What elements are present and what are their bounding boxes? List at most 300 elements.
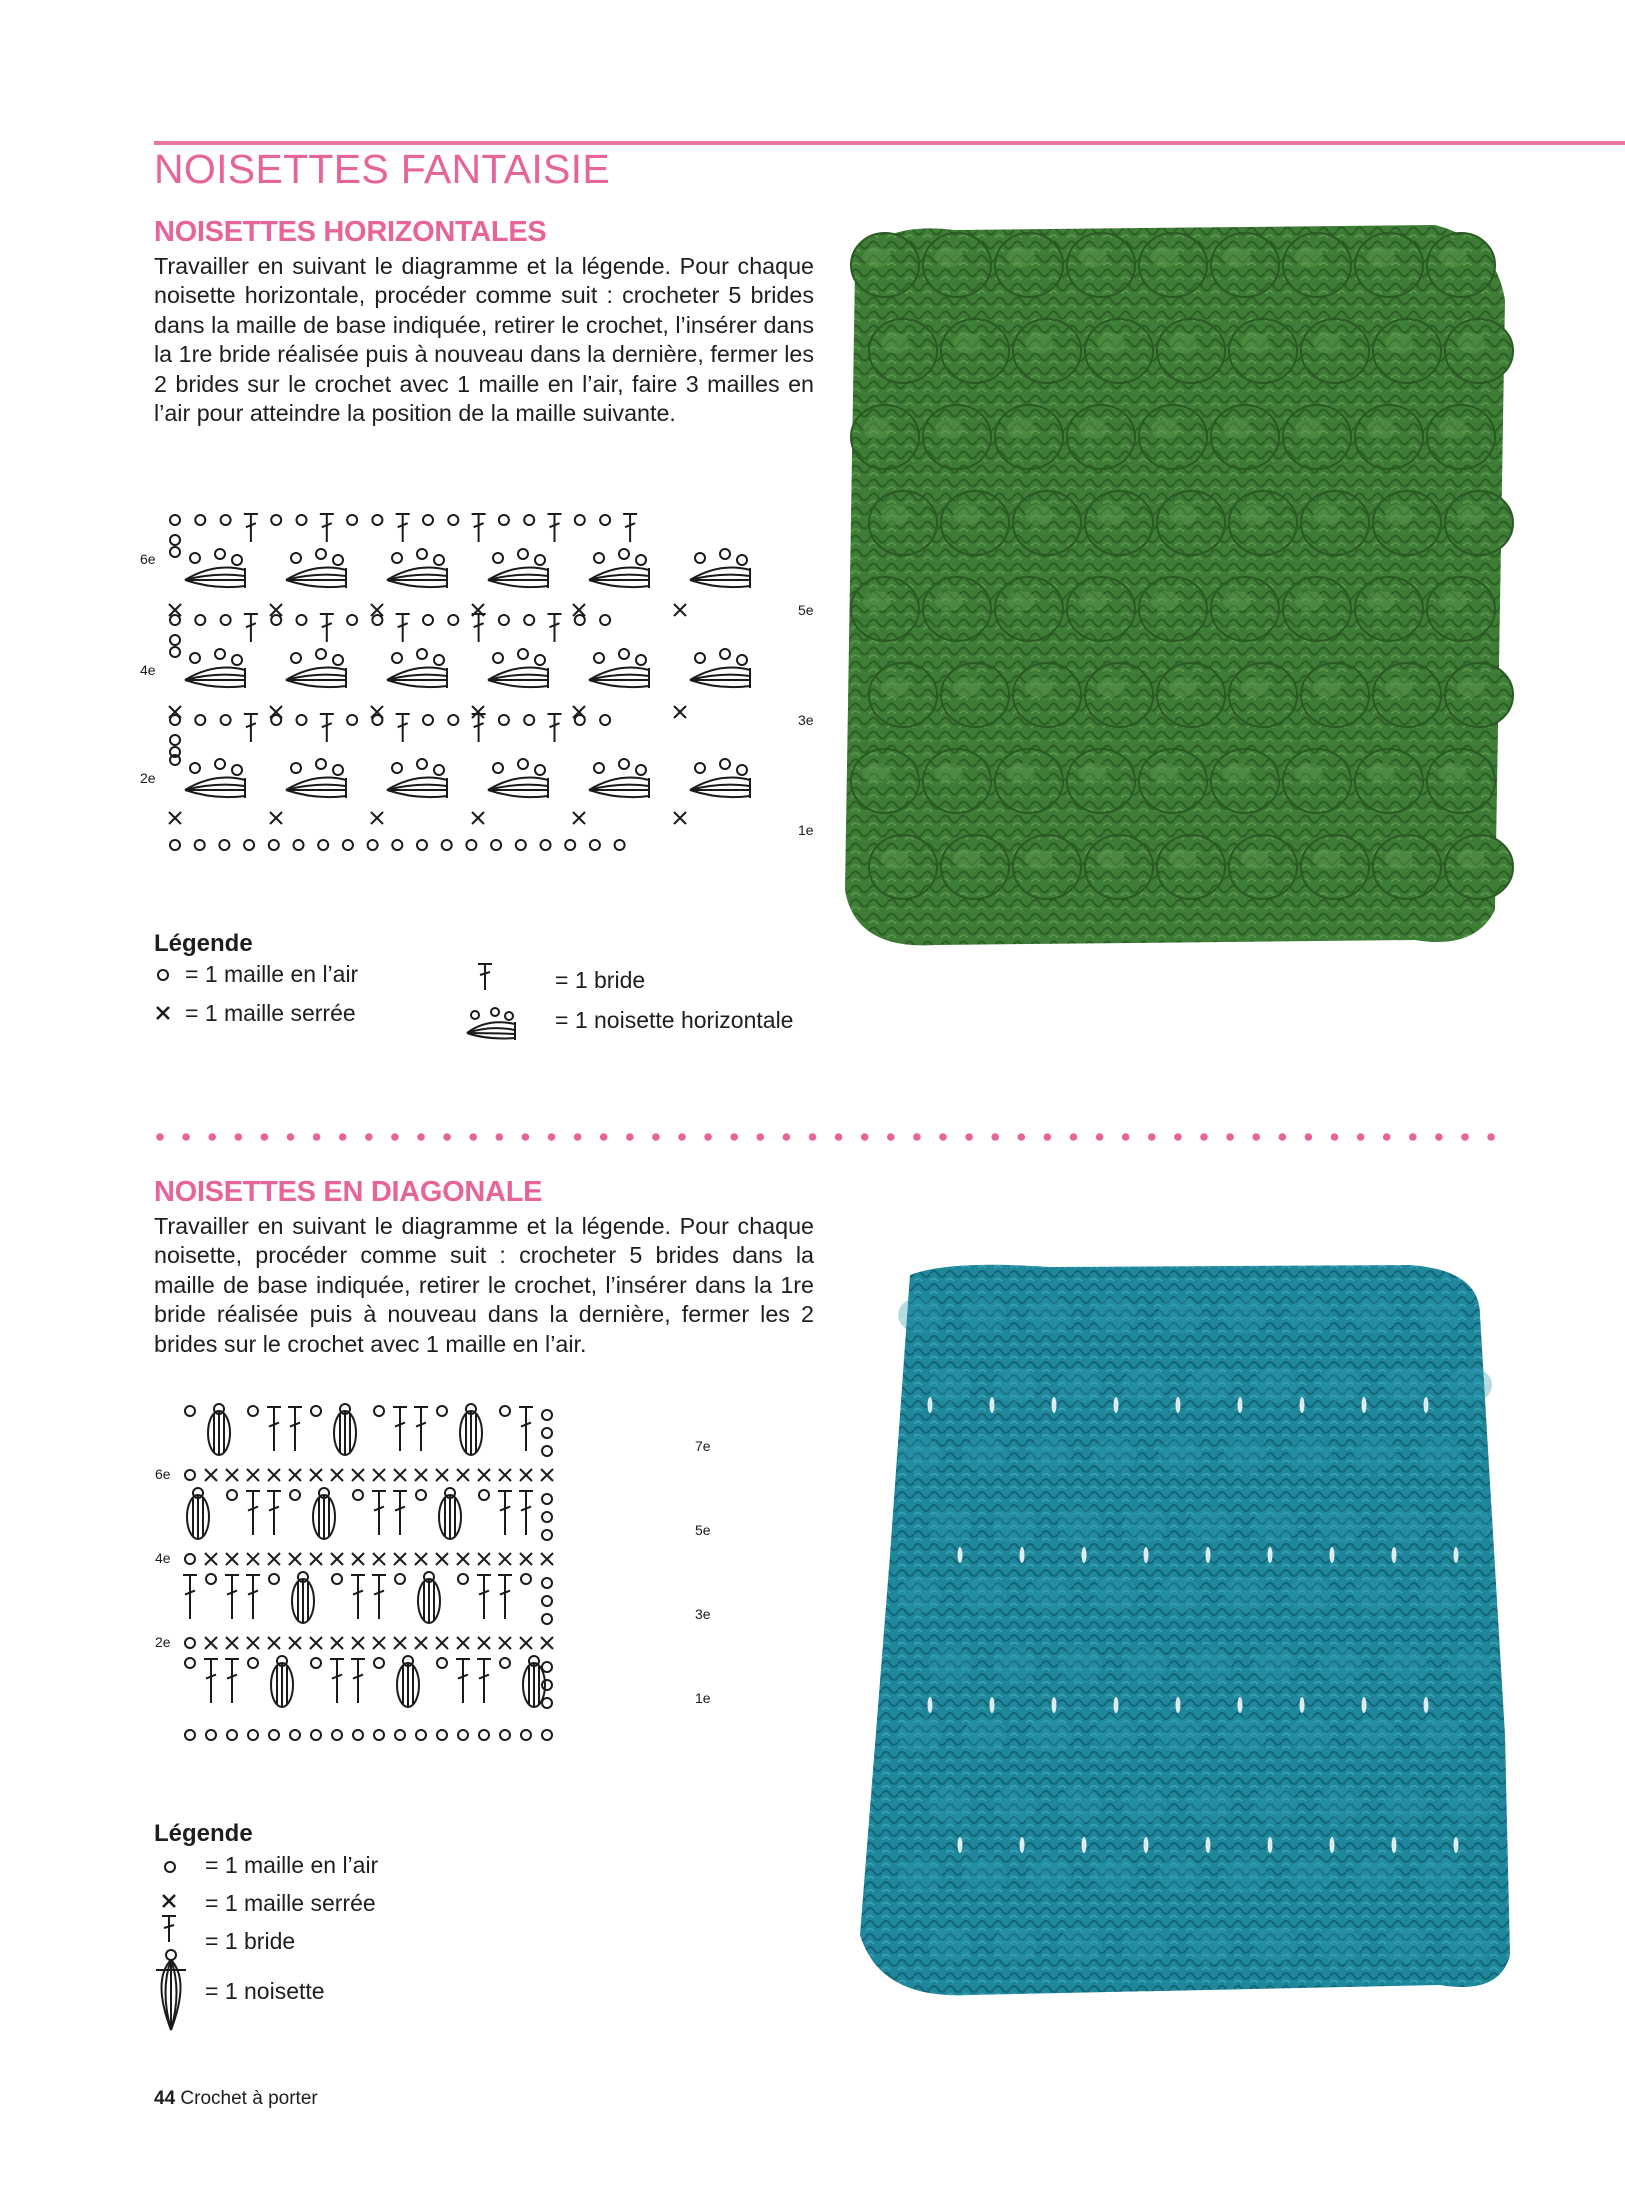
- bobble-highlight: [1169, 849, 1197, 869]
- bobble-icon: [156, 1950, 186, 2030]
- bobble-texture: [928, 1787, 972, 1823]
- chain-symbol: [541, 840, 551, 850]
- single-crochet-symbol: [226, 1469, 238, 1481]
- stitch-gap: [1392, 1837, 1397, 1853]
- bobble-highlight: [1151, 591, 1179, 611]
- chain-symbol: [332, 1730, 342, 1740]
- single-crochet-symbol: [541, 1469, 553, 1481]
- chain-symbol: [206, 1574, 216, 1584]
- single-crochet-symbol: [478, 1469, 490, 1481]
- double-crochet-symbol: [472, 614, 486, 642]
- chain-symbol: [499, 515, 509, 525]
- stitch-gap: [1330, 1837, 1335, 1853]
- chain-symbol: [372, 515, 382, 525]
- bobble-texture: [1383, 1367, 1427, 1403]
- chain-symbol: [423, 715, 433, 725]
- chain-symbol: [524, 715, 534, 725]
- chain-symbol: [170, 840, 180, 850]
- chain-symbol: [372, 615, 382, 625]
- chain-symbol: [219, 840, 229, 850]
- bobble-highlight: [1151, 419, 1179, 439]
- single-crochet-symbol: [415, 1553, 427, 1565]
- bobble-texture: [1223, 1577, 1267, 1613]
- bobble-texture: [1123, 1367, 1167, 1403]
- bobble-highlight: [1079, 591, 1107, 611]
- single-crochet-symbol: [472, 812, 484, 824]
- bobble-texture: [898, 1437, 942, 1473]
- bobble-highlight: [863, 419, 891, 439]
- chain-symbol: [600, 515, 610, 525]
- bobble-texture: [1383, 1787, 1427, 1823]
- single-crochet-symbol: [371, 706, 383, 718]
- divider-dot: [235, 1133, 243, 1141]
- stitch-gap: [1424, 1397, 1429, 1413]
- horizontal-bobble-symbol: [185, 759, 245, 798]
- bobble-texture: [1418, 1857, 1462, 1893]
- bobble-texture: [1448, 1787, 1492, 1823]
- bobble-texture: [1188, 1367, 1232, 1403]
- divider-dot: [809, 1133, 817, 1141]
- chain-symbol: [395, 1730, 405, 1740]
- bobble-symbol: [523, 1656, 545, 1707]
- horizontal-bobble-symbol: [488, 759, 548, 798]
- chain-symbol: [575, 515, 585, 525]
- row-label: 3e: [798, 712, 814, 728]
- bobble-texture: [1058, 1927, 1102, 1963]
- single-crochet-symbol: [436, 1469, 448, 1481]
- row-label: 2e: [140, 770, 156, 786]
- chain-symbol: [442, 840, 452, 850]
- horizontal-bobble-symbol: [185, 549, 245, 588]
- single-crochet-symbol: [247, 1637, 259, 1649]
- bobble-texture: [1318, 1507, 1362, 1543]
- double-crochet-symbol: [246, 1491, 260, 1535]
- instructions-diagonal: [154, 1212, 814, 1359]
- single-crochet-symbol: [674, 706, 686, 718]
- divider-dot: [522, 1133, 530, 1141]
- row-label: 6e: [155, 1466, 171, 1482]
- chain-symbol: [195, 615, 205, 625]
- bobble-highlight: [1295, 591, 1323, 611]
- chain-symbol: [417, 840, 427, 850]
- divider-dot: [1070, 1133, 1078, 1141]
- horizontal-bobble-symbol: [286, 759, 346, 798]
- stitch-gap: [1300, 1397, 1305, 1413]
- double-crochet-symbol: [246, 1575, 260, 1619]
- divider-dot: [730, 1133, 738, 1141]
- chain-symbol: [575, 615, 585, 625]
- chain-symbol: [248, 1730, 258, 1740]
- single-crochet-symbol: [289, 1637, 301, 1649]
- chain-symbol: [170, 547, 180, 557]
- bobble-highlight: [1169, 333, 1197, 353]
- bobble-highlight: [953, 677, 981, 697]
- chain-symbol: [448, 515, 458, 525]
- double-crochet-symbol: [225, 1659, 239, 1703]
- chain-symbol: [516, 840, 526, 850]
- stitch-gap: [1082, 1837, 1087, 1853]
- chain-symbol: [479, 1490, 489, 1500]
- bobble-texture: [963, 1437, 1007, 1473]
- page-number: 44: [154, 2088, 176, 2109]
- single-crochet-symbol: [394, 1553, 406, 1565]
- chain-symbol: [542, 1530, 552, 1540]
- instructions-horizontal: [154, 252, 814, 428]
- divider-dot: [965, 1133, 973, 1141]
- chain-symbol: [347, 615, 357, 625]
- divider-dot: [1252, 1133, 1260, 1141]
- single-crochet-symbol: [270, 812, 282, 824]
- double-crochet-symbol: [288, 1407, 302, 1451]
- bobble-symbol: [271, 1656, 293, 1707]
- divider-dot: [339, 1133, 347, 1141]
- double-crochet-symbol: [396, 614, 410, 642]
- chain-symbol: [448, 615, 458, 625]
- bobble-highlight: [953, 333, 981, 353]
- horizontal-bobble-symbol: [185, 649, 245, 688]
- chain-symbol: [542, 1680, 552, 1690]
- divider-dot: [443, 1133, 451, 1141]
- divider-dot: [182, 1133, 190, 1141]
- chain-symbol: [290, 1730, 300, 1740]
- bobble-highlight: [1097, 333, 1125, 353]
- stitch-gap: [1052, 1697, 1057, 1713]
- stitch-gap: [990, 1397, 995, 1413]
- stitch-gap: [1206, 1547, 1211, 1563]
- chain-symbol: [542, 1662, 552, 1672]
- bobble-texture: [993, 1787, 1037, 1823]
- bobble-texture: [1318, 1367, 1362, 1403]
- bobble-highlight: [1223, 591, 1251, 611]
- divider-dot: [1279, 1133, 1287, 1141]
- legend-symbols-left: [150, 962, 180, 1032]
- chart-horizontal: [130, 500, 820, 870]
- bobble-highlight: [881, 333, 909, 353]
- bobble-texture: [1253, 1927, 1297, 1963]
- bobble-highlight: [1439, 419, 1467, 439]
- chain-symbol: [195, 840, 205, 850]
- bobble-texture: [963, 1577, 1007, 1613]
- single-crochet-symbol: [331, 1553, 343, 1565]
- divider-dot: [783, 1133, 791, 1141]
- chain-symbol: [343, 840, 353, 850]
- divider-dot: [991, 1133, 999, 1141]
- bobble-highlight: [863, 591, 891, 611]
- chain-symbol: [500, 1406, 510, 1416]
- chain-symbol: [600, 715, 610, 725]
- double-crochet-symbol: [244, 514, 258, 542]
- row-label: 1e: [798, 822, 814, 838]
- divider-dot: [1305, 1133, 1313, 1141]
- row-label: 4e: [140, 662, 156, 678]
- double-crochet-symbol: [267, 1491, 281, 1535]
- bobble-highlight: [1223, 763, 1251, 783]
- chain-symbol: [269, 1730, 279, 1740]
- chain-symbol: [615, 840, 625, 850]
- chain-symbol: [170, 647, 180, 657]
- stitch-gap: [1238, 1397, 1243, 1413]
- section-title-horizontal: NOISETTES HORIZONTALES: [154, 216, 547, 248]
- bobble-texture: [1058, 1647, 1102, 1683]
- chain-symbol: [271, 515, 281, 525]
- single-crochet-symbol: [352, 1637, 364, 1649]
- bobble-highlight: [1223, 419, 1251, 439]
- chain-symbol: [499, 715, 509, 725]
- double-crochet-symbol: [244, 714, 258, 742]
- chain-symbol: [269, 1574, 279, 1584]
- bobble-symbol: [313, 1488, 335, 1539]
- stitch-gap: [1268, 1837, 1273, 1853]
- double-crochet-symbol: [393, 1491, 407, 1535]
- divider-dot: [496, 1133, 504, 1141]
- bobble-texture: [1353, 1857, 1397, 1893]
- divider-dot: [1174, 1133, 1182, 1141]
- horizontal-bobble-symbol: [589, 549, 649, 588]
- chain-symbol: [170, 515, 180, 525]
- chain-symbol: [565, 840, 575, 850]
- legend-bobble: = 1 noisette: [205, 1978, 325, 2004]
- bobble-texture: [1093, 1297, 1137, 1333]
- chain-symbol: [227, 1730, 237, 1740]
- single-crochet-symbol: [520, 1637, 532, 1649]
- bobble-highlight: [953, 849, 981, 869]
- bobble-texture: [1188, 1787, 1232, 1823]
- bobble-texture: [1353, 1577, 1397, 1613]
- chain-symbol: [542, 1614, 552, 1624]
- chain-symbol: [466, 840, 476, 850]
- single-crochet-symbol: [674, 604, 686, 616]
- single-crochet-symbol: [499, 1637, 511, 1649]
- chain-symbol: [542, 1428, 552, 1438]
- bobble-symbol: [208, 1404, 230, 1455]
- bobble-highlight: [1367, 763, 1395, 783]
- stitch-gap: [990, 1697, 995, 1713]
- chain-symbol: [416, 1490, 426, 1500]
- bobble-highlight: [1025, 677, 1053, 697]
- bobble-texture: [1418, 1577, 1462, 1613]
- legend-double-crochet: = 1 bride: [205, 1928, 296, 1954]
- dotted-divider: [154, 1131, 1514, 1143]
- chain-symbol: [195, 515, 205, 525]
- bobble-highlight: [1439, 247, 1467, 267]
- double-crochet-symbol: [396, 514, 410, 542]
- legend-double-crochet: = 1 bride: [555, 967, 646, 993]
- divider-dot: [678, 1133, 686, 1141]
- bobble-highlight: [1025, 849, 1053, 869]
- single-crochet-symbol: [674, 812, 686, 824]
- chain-symbol: [311, 1406, 321, 1416]
- single-crochet-symbol: [268, 1637, 280, 1649]
- bobble-highlight: [1295, 419, 1323, 439]
- stitch-gap: [1144, 1837, 1149, 1853]
- legend-chain: = 1 maille en l’air: [185, 961, 359, 987]
- bobble-highlight: [935, 419, 963, 439]
- row-label: 2e: [155, 1634, 171, 1650]
- double-crochet-icon: [478, 964, 492, 990]
- stitch-gap: [1176, 1397, 1181, 1413]
- divider-dot: [652, 1133, 660, 1141]
- legend-chain: = 1 maille en l’air: [205, 1852, 379, 1878]
- single-crochet-symbol: [268, 1469, 280, 1481]
- bobble-texture: [928, 1647, 972, 1683]
- double-crochet-symbol: [548, 614, 562, 642]
- bobble-texture: [1123, 1927, 1167, 1963]
- divider-dot: [365, 1133, 373, 1141]
- bobble-texture: [1028, 1717, 1072, 1753]
- bobble-texture: [1318, 1647, 1362, 1683]
- chain-symbol: [185, 1638, 195, 1648]
- divider-dot: [913, 1133, 921, 1141]
- stitch-gap: [1362, 1397, 1367, 1413]
- horizontal-bobble-symbol: [286, 649, 346, 688]
- divider-dot: [156, 1133, 164, 1141]
- stitch-gap: [1114, 1697, 1119, 1713]
- chain-symbol: [318, 840, 328, 850]
- chain-symbol: [542, 1512, 552, 1522]
- title-rule: [154, 141, 1625, 145]
- chain-symbol: [269, 840, 279, 850]
- divider-dot: [626, 1133, 634, 1141]
- divider-dot: [313, 1133, 321, 1141]
- chain-symbol: [206, 1730, 216, 1740]
- bobble-texture: [1253, 1507, 1297, 1543]
- bobble-texture: [1253, 1647, 1297, 1683]
- stitch-gap: [958, 1837, 963, 1853]
- chain-symbol: [392, 840, 402, 850]
- chain-symbol: [374, 1406, 384, 1416]
- divider-dot: [1148, 1133, 1156, 1141]
- bobble-highlight: [1007, 763, 1035, 783]
- chain-symbol: [221, 515, 231, 525]
- stitch-gap: [1114, 1397, 1119, 1413]
- single-crochet-symbol: [436, 1637, 448, 1649]
- bobble-texture: [1288, 1857, 1332, 1893]
- chain-symbol: [479, 1730, 489, 1740]
- divider-dot: [1096, 1133, 1104, 1141]
- bobble-texture: [963, 1297, 1007, 1333]
- chain-symbol: [437, 1406, 447, 1416]
- double-crochet-symbol: [393, 1407, 407, 1451]
- bobble-texture: [1448, 1927, 1492, 1963]
- bobble-texture: [1223, 1717, 1267, 1753]
- bobble-highlight: [1367, 247, 1395, 267]
- single-crochet-symbol: [205, 1637, 217, 1649]
- single-crochet-symbol: [373, 1469, 385, 1481]
- double-crochet-symbol: [519, 1491, 533, 1535]
- legend-symbols-right: [465, 958, 545, 1048]
- horizontal-bobble-symbol: [589, 649, 649, 688]
- chain-symbol: [437, 1730, 447, 1740]
- chain-symbol: [542, 1494, 552, 1504]
- bobble-texture: [1383, 1647, 1427, 1683]
- bobble-symbol: [418, 1572, 440, 1623]
- divider-dot: [704, 1133, 712, 1141]
- single-crochet-symbol: [457, 1469, 469, 1481]
- stitch-gap: [958, 1547, 963, 1563]
- single-crochet-symbol: [373, 1553, 385, 1565]
- bobble-texture: [1318, 1787, 1362, 1823]
- single-crochet-symbol: [247, 1469, 259, 1481]
- chain-symbol: [170, 735, 180, 745]
- chain-symbol: [248, 1658, 258, 1668]
- bobble-texture: [1418, 1297, 1462, 1333]
- single-crochet-symbol: [247, 1553, 259, 1565]
- bobble-texture: [1418, 1437, 1462, 1473]
- single-crochet-symbol: [310, 1553, 322, 1565]
- bobble-highlight: [1439, 763, 1467, 783]
- bobble-texture: [1058, 1787, 1102, 1823]
- row-label: 7e: [695, 1438, 711, 1454]
- single-crochet-symbol: [352, 1469, 364, 1481]
- divider-dot: [548, 1133, 556, 1141]
- chain-symbol: [185, 1406, 195, 1416]
- bobble-texture: [1288, 1717, 1332, 1753]
- bobble-highlight: [1241, 333, 1269, 353]
- instructions-text: Travailler en suivant le diagramme et la légende. Pour chaque noisette, procéder comme suit : crocheter 5 brides dans la maille de base indiquée, retirer le crochet, l’insérer dans la 1re bride réalisée puis à nouveau dans la dernière, fermer les 2 brides sur le crochet avec 1 maille en l’air.: [154, 1213, 814, 1357]
- chain-symbol: [353, 1490, 363, 1500]
- bobble-texture: [1158, 1297, 1202, 1333]
- single-crochet-symbol: [499, 1553, 511, 1565]
- chain-symbol: [290, 1490, 300, 1500]
- single-crochet-symbol: [573, 812, 585, 824]
- legend-horizontal-bobble: = 1 noisette horizontale: [555, 1007, 794, 1033]
- horizontal-bobble-symbol: [387, 759, 447, 798]
- chain-symbol: [437, 1658, 447, 1668]
- bobble-texture: [993, 1647, 1037, 1683]
- bobble-texture: [898, 1717, 942, 1753]
- bobble-texture: [1188, 1927, 1232, 1963]
- single-crochet-symbol: [205, 1553, 217, 1565]
- bobble-texture: [1223, 1857, 1267, 1893]
- bobble-texture: [1448, 1507, 1492, 1543]
- bobble-highlight: [1457, 333, 1485, 353]
- bobble-highlight: [1169, 677, 1197, 697]
- bobble-symbol: [397, 1656, 419, 1707]
- instructions-text: Travailler en suivant le diagramme et la légende. Pour chaque noisette horizontale, procéder comme suit : crocheter 5 brides dans la maille de base indiquée, retirer le crochet, l’insérer dans la 1re bride réalisée puis à nouveau dans la dernière, fermer les 2 brides sur le crochet avec 1 maille en l’air, faire 3 mailles en l’air pour atteindre la position de la maille suivante.: [154, 253, 814, 427]
- stitch-gap: [1424, 1697, 1429, 1713]
- single-crochet-symbol: [270, 706, 282, 718]
- double-crochet-symbol: [456, 1659, 470, 1703]
- single-crochet-symbol: [226, 1637, 238, 1649]
- chain-stitch-icon: [158, 970, 168, 980]
- single-crochet-symbol: [373, 1637, 385, 1649]
- double-crochet-symbol: [548, 514, 562, 542]
- single-crochet-symbol: [478, 1637, 490, 1649]
- chain-symbol: [297, 715, 307, 725]
- bobble-highlight: [863, 247, 891, 267]
- double-crochet-symbol: [372, 1575, 386, 1619]
- legend-title: Légende: [154, 1820, 253, 1847]
- single-crochet-symbol: [331, 1637, 343, 1649]
- stitch-gap: [1238, 1697, 1243, 1713]
- bobble-texture: [1058, 1507, 1102, 1543]
- bobble-highlight: [881, 505, 909, 525]
- chain-symbol: [185, 1730, 195, 1740]
- bobble-texture: [1288, 1297, 1332, 1333]
- stitch-gap: [1020, 1547, 1025, 1563]
- row-label: 1e: [695, 1690, 711, 1706]
- chain-symbol: [332, 1574, 342, 1584]
- bobble-texture: [1123, 1787, 1167, 1823]
- single-crochet-symbol: [457, 1553, 469, 1565]
- stitch-gap: [1454, 1837, 1459, 1853]
- bobble-texture: [993, 1927, 1037, 1963]
- single-crochet-symbol: [436, 1553, 448, 1565]
- bobble-texture: [928, 1507, 972, 1543]
- horizontal-bobble-symbol: [690, 549, 750, 588]
- chain-symbol: [423, 515, 433, 525]
- divider-dot: [391, 1133, 399, 1141]
